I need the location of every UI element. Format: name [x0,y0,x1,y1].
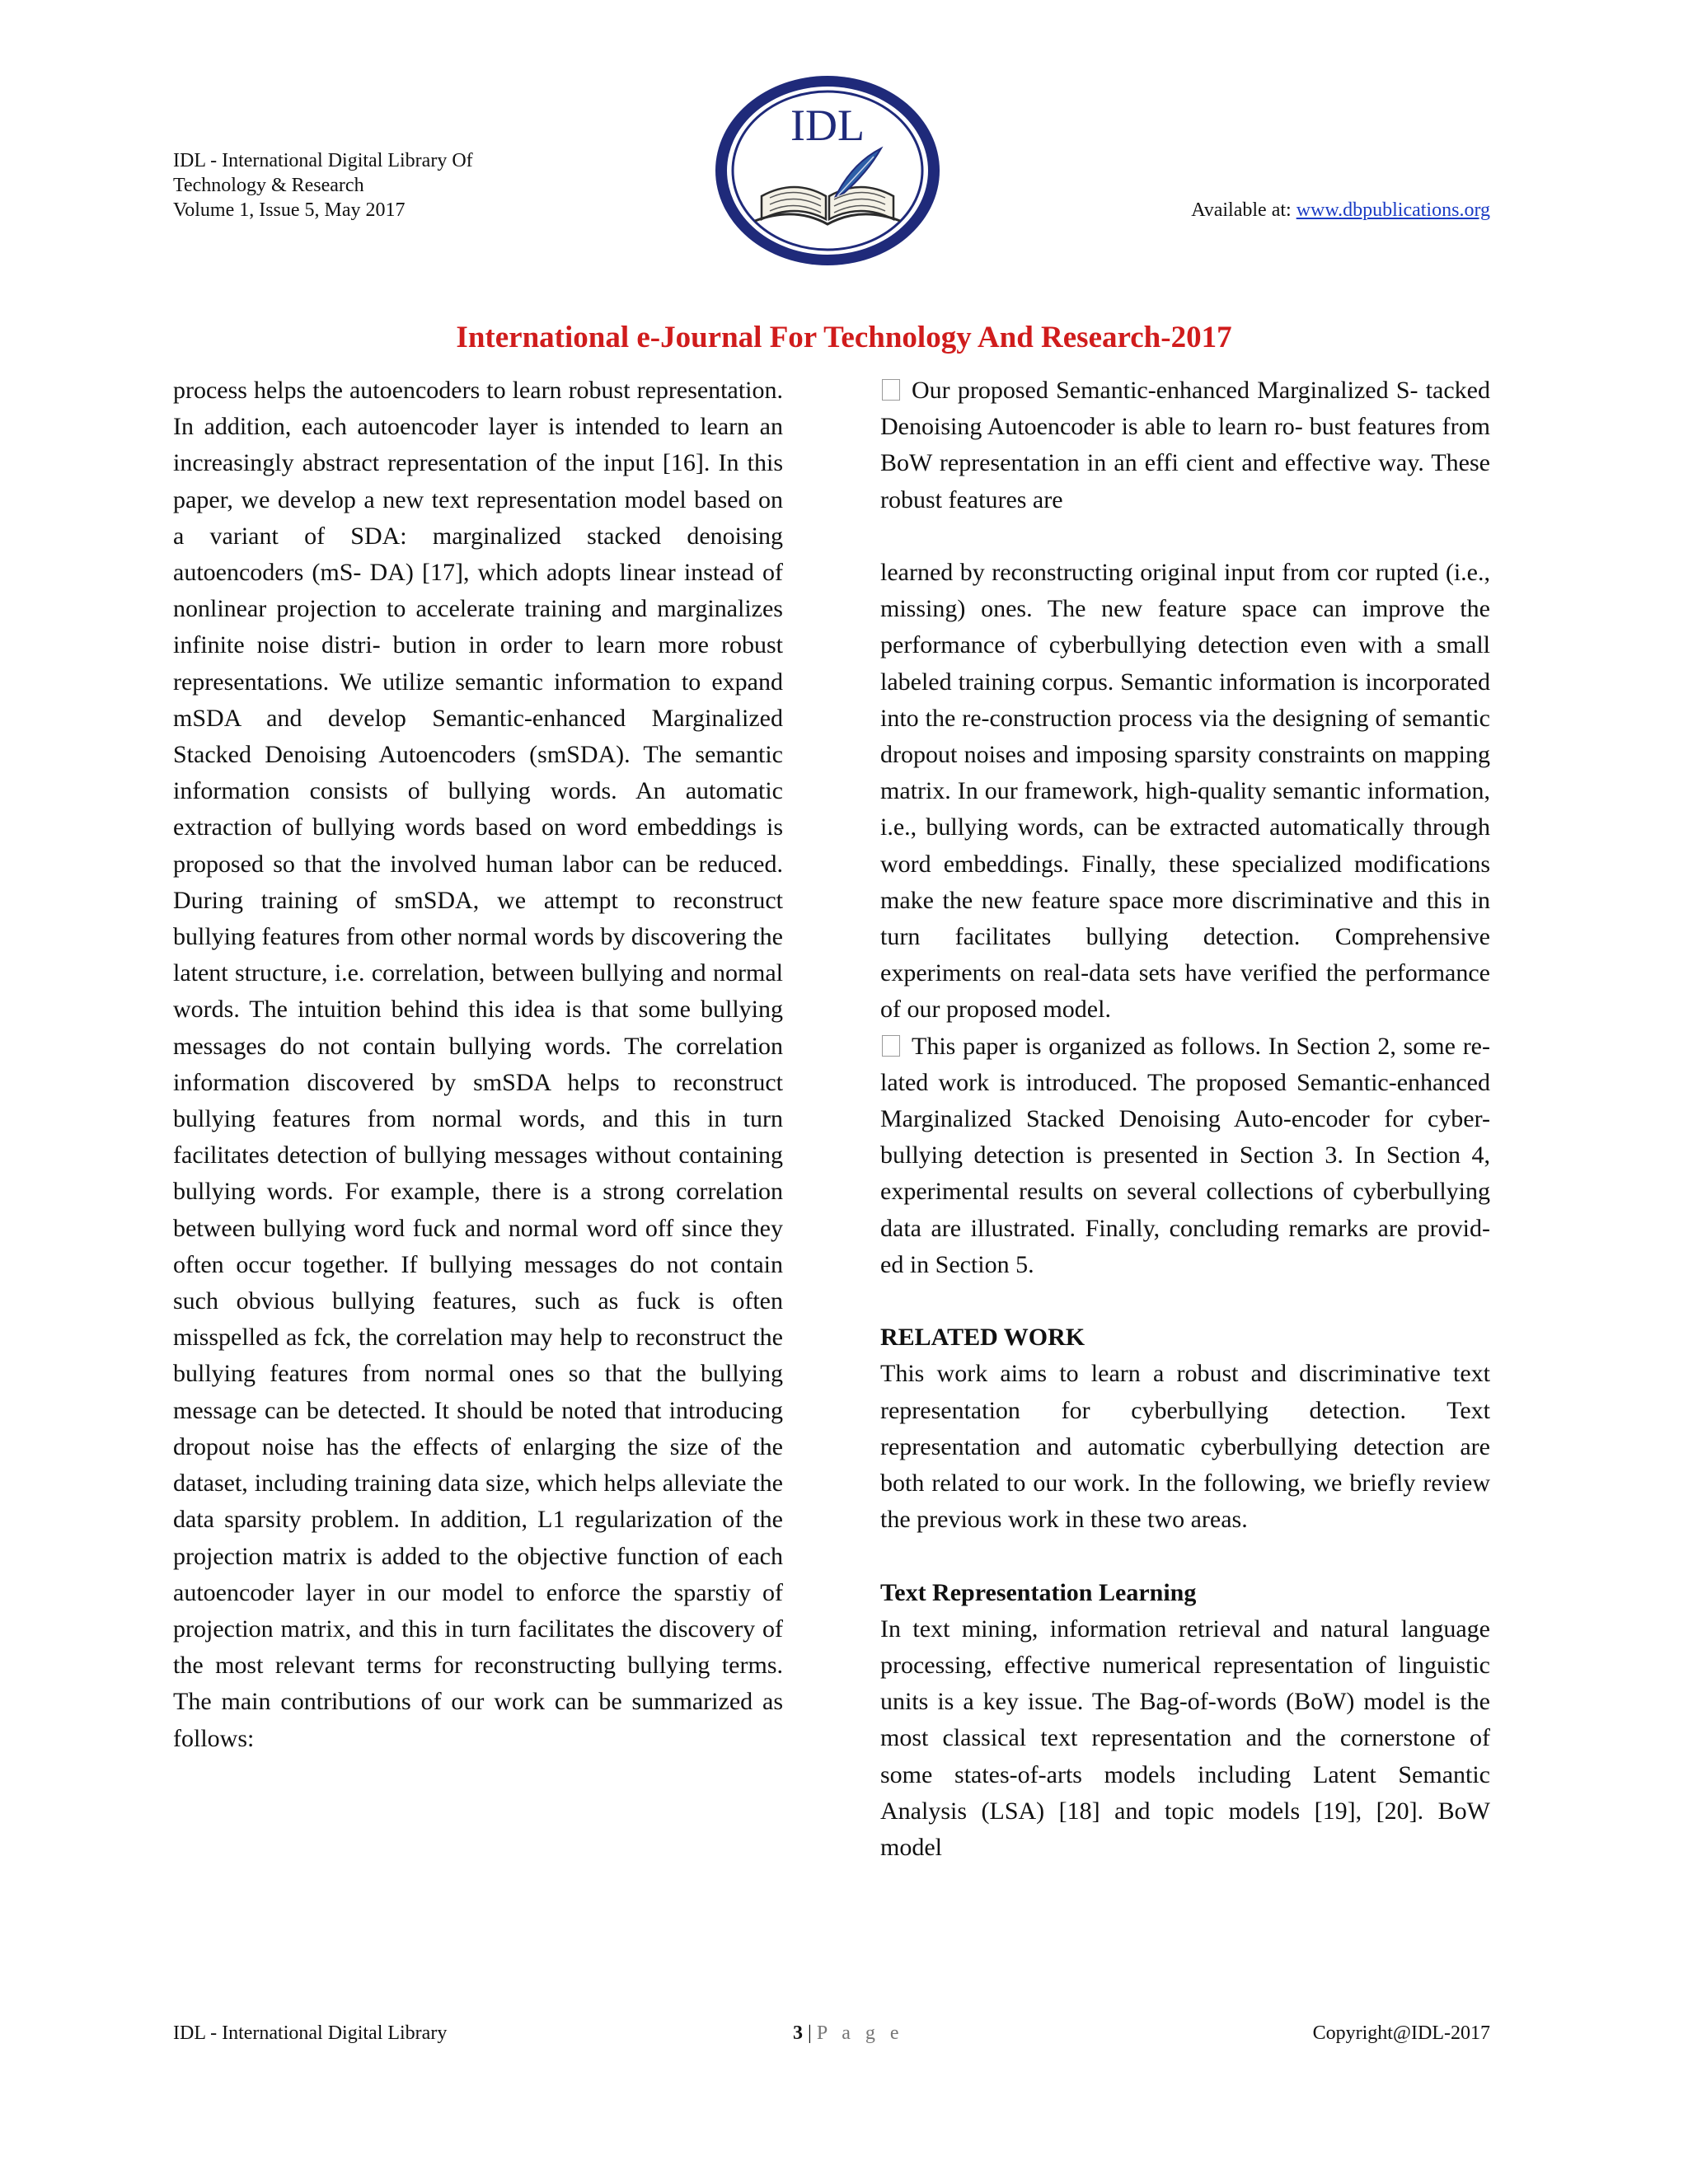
contribution-bullet-1-text: Our proposed Semantic-enhanced Marginalized S- tacked Denoising Autoencoder is able to learn ro- bust features from BoW representation in an effi cient and effective way. These robust features are [880,377,1490,513]
contribution-paragraph-2: learned by reconstructing original input from cor rupted (i.e., missing) ones. The new feature space can improve the performance of cyberbullying detection even with a small labeled training corpus. Semantic information is incorporated into the re-construction process via the designing of semantic dropout noises and imposing sparsity constraints on mapping matrix. In our framework, high-quality semantic information, i.e., bullying words, can be extracted automatically through word embeddings. Finally, these specialized modifications make the new feature space more discriminative and this in turn facilitates bullying detection. Comprehensive experiments on real-data sets have verified the performance of our proposed model. [880,559,1490,1024]
footer-copyright: Copyright@IDL-2017 [1312,2022,1490,2044]
left-column-paragraph: process helps the autoencoders to learn robust representation. In addition, each autoencoder layer is intended to learn an increasingly abstract representation of the input [16]. In this paper, we develop a new text representation model based on a variant of SDA: marginalized stacked denoising autoencoders (mS- DA) [17], which adopts linear instead of nonlinear projection to accelerate training and marginalizes infinite noise distri- bution in order to learn more robust representations. We utilize semantic information to expand mSDA and develop Semantic-enhanced Marginalized Stacked Denoising Autoencoders (smSDA). The semantic information consists of bullying words. An automatic extraction of bullying words based on word embeddings is proposed so that the involved human labor can be reduced. During training of smSDA, we attempt to reconstruct bullying features from other normal words by discovering the latent structure, i.e. correlation, between bullying and normal words. The intuition behind this idea is that some bullying messages do not contain bullying words. The correlation information discovered by smSDA helps to reconstruct bullying features from normal words, and this in turn facilitates detection of bullying messages without containing bullying words. For example, there is a strong correlation between bullying word fuck and normal word off since they often occur together. If bullying messages do not contain such obvious bullying features, such as fuck is often misspelled as fck, the correlation may help to reconstruct the bullying features from normal ones so that the bullying message can be detected. It should be noted that introducing dropout noise has the effects of enlarging the size of the dataset, including training data size, which helps alleviate the data sparsity problem. In addition, L1 regularization of the projection matrix is added to the objective function of each autoencoder layer in our model to enforce the sparstiy of projection matrix, and this in turn facilitates the discovery of the most relevant terms for reconstructing bullying terms. The main contributions of our work can be summarized as follows: [173,377,783,1752]
subsection-heading-text-representation: Text Representation Learning [880,1578,1197,1606]
header-publication-info [173,148,668,223]
organization-bullet-text: This paper is organized as follows. In Section 2, some re- lated work is introduced. The proposed Semantic-enhanced Marginalized Stacked Denoising Auto-encoder for cyber- bullying detection is presented in Section 3. In Section 4, experimental results on several collections of cyberbullying data are illustrated. Finally, concluding remarks are provid- ed in Section 5. [880,1032,1490,1278]
page-label: P a g e [816,2022,904,2044]
logo-text: IDL [790,101,865,150]
idl-logo [712,73,943,269]
organization-bullet [880,1029,1490,1283]
section-heading-related-work: RELATED WORK [880,1324,1085,1352]
header-line-3: Volume 1, Issue 5, May 2017 [173,199,406,221]
idl-logo-emblem [712,73,943,269]
paragraph-spacer [880,1283,1490,1319]
paragraph-spacer [880,518,1490,555]
header-availability [1191,198,1490,223]
bullet-box-icon [882,379,900,401]
footer-page-number [793,2021,904,2046]
paragraph-spacer [880,1538,1490,1574]
bullet-box-icon [882,1035,900,1057]
footer-library-name: IDL - International Digital Library [173,2022,448,2044]
text-representation-paragraph: In text mining, information retrieval and natural language processing, effective numerical representation of linguistic units is a key issue. The Bag-of-words (BoW) model is the most classical text representation and the cornerstone of some states-of-arts models including Latent Semantic Analysis (LSA) [18] and topic models [19], [20]. BoW model [880,1615,1490,1862]
right-column [880,373,1490,1866]
journal-title: International e-Journal For Technology And Research-2017 [456,321,1232,354]
header-line-1: IDL - International Digital Library Of [173,150,473,171]
available-label: Available at: [1191,199,1296,221]
header-line-2: Technology & Research [173,175,364,196]
related-work-paragraph: This work aims to learn a robust and discriminative text representation for cyberbullying detection. Text representation and automatic cyberbullying detection are both related to our work. In the following, we briefly review the previous work in these two areas. [880,1360,1490,1534]
page-number: 3 [793,2022,803,2044]
page-separator: | [803,2022,817,2044]
left-column [173,373,783,1757]
publisher-url-link[interactable]: www.dbpublications.org [1296,199,1490,221]
contribution-bullet-1 [880,373,1490,518]
